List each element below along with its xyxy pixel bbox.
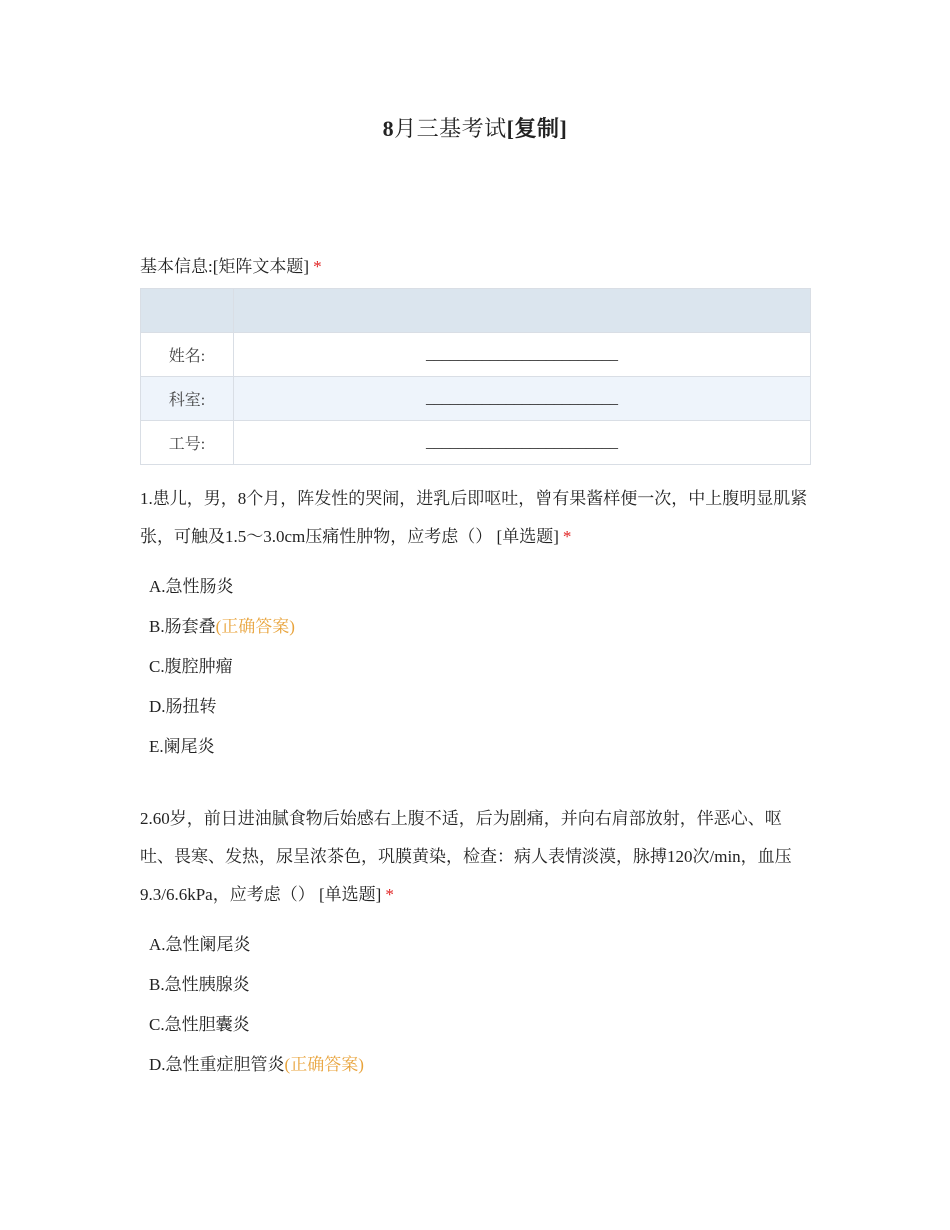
question-2-option-c[interactable] [149,1010,250,1035]
name-blank[interactable]: ________________________ [426,345,618,363]
option-text: C.腹腔肿瘤 [149,657,233,676]
question-1-option-c[interactable] [149,652,233,677]
title-text: 月三基考试 [394,116,507,141]
question-2-text: 2.60岁，前日进油腻食物后始感右上腹不适，后为剧痛，并向右肩部放射，伴恶心、呕吐、畏寒、发热，尿呈浓茶色，巩膜黄染，检查：病人表情淡漠，脉搏120次/min，血压9.3/6.6kPa，应考虑（） [140,809,792,904]
question-1-required-mark: * [562,527,572,546]
option-text: D.肠扭转 [149,697,217,716]
option-text: C.急性胆囊炎 [149,1015,250,1034]
basic-info-matrix [140,288,811,465]
matrix-header-label-cell [141,289,234,333]
option-text: E.阑尾炎 [149,737,215,756]
question-1-option-b[interactable] [149,612,295,637]
question-2-option-b[interactable] [149,970,250,995]
title-copy-tag: [复制] [506,116,568,141]
matrix-row-name [141,333,811,377]
question-1-stem [140,480,812,556]
option-text: A.急性肠炎 [149,577,234,596]
option-text: D.急性重症胆管炎 [149,1055,285,1074]
name-field[interactable] [234,333,811,377]
question-2-required-mark: * [385,885,394,904]
name-label: 姓名: [141,333,234,377]
department-blank[interactable]: ________________________ [426,389,618,407]
question-2-option-d[interactable] [149,1050,364,1075]
question-2-option-a[interactable] [149,930,251,955]
option-text: A.急性阑尾炎 [149,935,251,954]
department-field[interactable] [234,377,811,421]
page-title [0,112,950,143]
employee-id-label: 工号: [141,421,234,465]
correct-answer-tag: (正确答案) [215,617,295,636]
matrix-row-department [141,377,811,421]
employee-id-blank[interactable]: ________________________ [426,433,618,451]
employee-id-field[interactable] [234,421,811,465]
title-number: 8 [382,116,395,141]
option-text: B.急性胰腺炎 [149,975,250,994]
question-1-type: [单选题] [496,527,559,546]
question-1-option-d[interactable] [149,692,217,717]
department-label: 科室: [141,377,234,421]
required-mark: * [313,257,322,276]
basic-info-type: [矩阵文本题] [212,257,310,276]
matrix-row-employee-id [141,421,811,465]
matrix-header-row [141,289,811,333]
question-1-text: 1.患儿，男，8个月，阵发性的哭闹，进乳后即呕吐，曾有果酱样便一次，中上腹明显肌紧张，可触及1.5～3.0cm压痛性肿物，应考虑（） [140,489,808,546]
question-2-stem [140,800,812,914]
question-2-type: [单选题] [318,885,382,904]
correct-answer-tag: (正确答案) [284,1055,364,1074]
question-1-option-e[interactable] [149,732,215,757]
matrix-header-value-cell [234,289,811,333]
option-text: B.肠套叠 [149,617,216,636]
basic-info-title: 基本信息: [140,257,213,276]
basic-info-label [140,252,322,277]
question-1-option-a[interactable] [149,572,234,597]
